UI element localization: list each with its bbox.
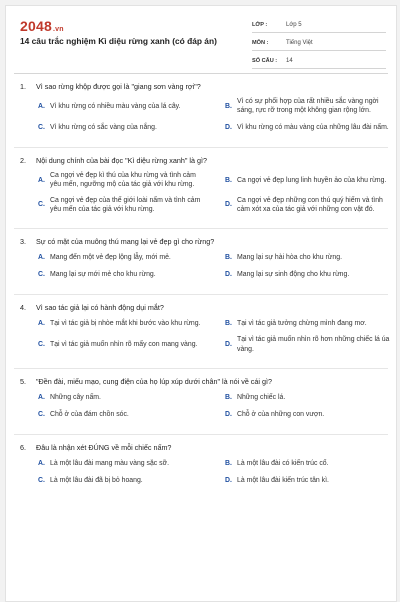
question-6 bbox=[6, 443, 396, 500]
answer-option-d[interactable] bbox=[225, 122, 397, 133]
option-text: Tại vì tác giả muốn nhìn rõ mấy con mang vàng. bbox=[50, 341, 198, 349]
option-letter: D. bbox=[225, 341, 232, 349]
option-letter: A. bbox=[38, 254, 45, 262]
option-text: Ca ngợi vẻ đẹp những con thú quý hiếm và tình cảm xót xa của tác giả với những con vật đó. bbox=[237, 196, 383, 214]
answer-option-a[interactable] bbox=[38, 458, 213, 469]
answer-option-b[interactable] bbox=[225, 318, 397, 329]
question-spacer bbox=[6, 295, 396, 303]
option-letter: C. bbox=[38, 341, 45, 349]
answer-option-c[interactable] bbox=[38, 196, 213, 215]
option-letter: A. bbox=[38, 320, 45, 328]
site-logo[interactable] bbox=[20, 18, 64, 34]
question-3 bbox=[6, 237, 396, 303]
answer-option-a[interactable] bbox=[38, 318, 213, 329]
question-list bbox=[6, 82, 396, 500]
answer-options bbox=[6, 252, 396, 286]
question-number: 4. bbox=[20, 303, 26, 313]
option-text: Những chiếc lá. bbox=[237, 394, 286, 402]
question-head bbox=[6, 156, 396, 166]
question-text: Sự có mặt của muông thú mang lại vẻ đẹp gì cho rừng? bbox=[36, 237, 215, 247]
option-text: Vì khu rừng có sắc vàng của nắng. bbox=[50, 123, 157, 131]
meta-label: LỚP : bbox=[252, 22, 268, 28]
meta-value: 14 bbox=[286, 58, 293, 64]
option-text: Là một lâu đài có kiến trúc cổ. bbox=[237, 460, 329, 468]
answer-options bbox=[6, 318, 396, 360]
answer-option-a[interactable] bbox=[38, 97, 213, 116]
answer-option-c[interactable] bbox=[38, 269, 213, 280]
option-text: Tại vì tác giả bị nhòe mắt khi bước vào khu rừng. bbox=[50, 320, 201, 328]
option-letter: C. bbox=[38, 477, 45, 485]
meta-value: Tiếng Việt bbox=[286, 40, 313, 46]
option-text: Là một lâu đài đã bị bỏ hoang. bbox=[50, 477, 143, 485]
question-head bbox=[6, 237, 396, 247]
option-text: Ca ngợi vẻ đẹp kì thú của khu rừng và tình cảm yêu mến, ngưỡng mộ của tác giả với khu rừng. bbox=[50, 171, 196, 189]
option-letter: A. bbox=[38, 394, 45, 402]
answer-option-a[interactable] bbox=[38, 252, 213, 263]
answer-option-b[interactable] bbox=[225, 458, 397, 469]
answer-options bbox=[6, 171, 396, 221]
question-text: Đâu là nhận xét ĐÚNG về mỗi chiếc nấm? bbox=[36, 443, 172, 453]
answer-options bbox=[6, 458, 396, 492]
option-letter: B. bbox=[225, 320, 232, 328]
option-letter: B. bbox=[225, 460, 232, 468]
question-number: 6. bbox=[20, 443, 26, 453]
option-text: Chỗ ở của đám chồn sóc. bbox=[50, 411, 129, 419]
option-text: Vì có sự phối hợp của rất nhiều sắc vàng ngời sáng, rực rỡ trong một không gian rộng lớn. bbox=[237, 98, 379, 115]
meta-panel bbox=[252, 18, 386, 72]
answer-option-b[interactable] bbox=[225, 252, 397, 263]
worksheet-page bbox=[5, 5, 397, 602]
option-text: Mang lại sự mới mẻ cho khu rừng. bbox=[50, 271, 156, 279]
answer-option-a[interactable] bbox=[38, 392, 213, 403]
question-text: Vì sao tác giả lại có hành động dụi mắt? bbox=[36, 303, 164, 313]
question-spacer bbox=[6, 148, 396, 156]
option-letter: D. bbox=[225, 123, 232, 131]
option-text: Những cây nấm. bbox=[50, 394, 101, 402]
option-letter: A. bbox=[38, 102, 45, 110]
question-1 bbox=[6, 82, 396, 156]
logo-tld: .vn bbox=[52, 26, 64, 33]
answer-option-d[interactable] bbox=[225, 196, 397, 215]
question-number: 2. bbox=[20, 155, 26, 165]
option-text: Vì khu rừng có nhiều màu vàng của lá cây. bbox=[50, 102, 181, 110]
answer-option-d[interactable] bbox=[225, 269, 397, 280]
meta-row-count bbox=[252, 54, 386, 69]
option-text: Là một lâu đài mang màu vàng sặc sỡ. bbox=[50, 460, 170, 468]
answer-option-b[interactable] bbox=[225, 97, 397, 116]
question-spacer bbox=[6, 492, 396, 500]
option-text: Ca ngợi vẻ đẹp lung linh huyền ảo của khu rừng. bbox=[237, 176, 387, 184]
question-5 bbox=[6, 377, 396, 443]
answer-option-d[interactable] bbox=[225, 335, 397, 354]
option-letter: D. bbox=[225, 411, 232, 419]
option-letter: A. bbox=[38, 176, 45, 184]
answer-option-d[interactable] bbox=[225, 409, 397, 420]
option-letter: B. bbox=[225, 176, 232, 184]
page-header bbox=[6, 6, 396, 76]
header-divider bbox=[14, 73, 388, 74]
answer-option-c[interactable] bbox=[38, 335, 213, 354]
option-text: Chỗ ở của những con vượn. bbox=[237, 411, 325, 419]
answer-option-b[interactable] bbox=[225, 392, 397, 403]
option-text: Mang lại sự hài hòa cho khu rừng. bbox=[237, 254, 342, 262]
answer-option-b[interactable] bbox=[225, 171, 397, 190]
option-letter: B. bbox=[225, 254, 232, 262]
answer-options bbox=[6, 97, 396, 139]
option-letter: C. bbox=[38, 123, 45, 131]
answer-option-c[interactable] bbox=[38, 475, 213, 486]
option-letter: B. bbox=[225, 102, 232, 110]
question-number: 1. bbox=[20, 82, 26, 91]
meta-label: MÔN : bbox=[252, 40, 269, 46]
question-head bbox=[6, 303, 396, 313]
option-text: Mang đến một vẻ đẹp lộng lẫy, mới mẻ. bbox=[50, 254, 171, 262]
option-letter: C. bbox=[38, 411, 45, 419]
question-number: 3. bbox=[20, 237, 26, 247]
option-text: Tại vì tác giả muốn nhìn rõ hơn những chiếc lá úa vàng. bbox=[237, 336, 390, 353]
option-text: Là một lâu đài kiến trúc tân kì. bbox=[237, 477, 329, 485]
answer-option-c[interactable] bbox=[38, 409, 213, 420]
option-letter: D. bbox=[225, 477, 232, 485]
option-letter: C. bbox=[38, 201, 45, 209]
option-letter: D. bbox=[225, 201, 232, 209]
question-head bbox=[6, 82, 396, 92]
meta-row-subject bbox=[252, 36, 386, 51]
meta-label: SỐ CÂU : bbox=[252, 58, 278, 64]
question-spacer bbox=[6, 229, 396, 237]
option-letter: A. bbox=[38, 460, 45, 468]
meta-value: Lớp 5 bbox=[286, 22, 302, 28]
question-head bbox=[6, 443, 396, 453]
option-letter: C. bbox=[38, 271, 45, 279]
question-text: "Đền đài, miếu mạo, cung điện của họ lúp xúp dưới chân" là nói về cái gì? bbox=[36, 377, 272, 387]
question-text: Vì sao rừng khộp được gọi là "giang sơn vàng rợi"? bbox=[36, 82, 201, 91]
question-spacer bbox=[6, 435, 396, 443]
question-2 bbox=[6, 156, 396, 238]
document-title: 14 câu trắc nghiệm Kì diệu rừng xanh (có đáp án) bbox=[20, 36, 217, 46]
question-text: Nội dung chính của bài đọc "Kì diệu rừng xanh" là gì? bbox=[36, 155, 207, 165]
answer-option-d[interactable] bbox=[225, 475, 397, 486]
option-text: Ca ngợi vẻ đẹp của thế giới loài nấm và tình cảm yêu mến của tác giả với khu rừng. bbox=[50, 196, 201, 214]
logo-text: 2048 bbox=[20, 18, 52, 34]
answer-option-c[interactable] bbox=[38, 122, 213, 133]
option-text: Vì khu rừng có màu vàng của những lâu đài nấm. bbox=[237, 123, 389, 131]
answer-options bbox=[6, 392, 396, 426]
option-letter: D. bbox=[225, 271, 232, 279]
question-spacer bbox=[6, 369, 396, 377]
meta-row-grade bbox=[252, 18, 386, 33]
option-letter: B. bbox=[225, 394, 232, 402]
question-number: 5. bbox=[20, 377, 26, 387]
question-head bbox=[6, 377, 396, 387]
option-text: Mang lại sự sinh động cho khu rừng. bbox=[237, 271, 350, 279]
answer-option-a[interactable] bbox=[38, 171, 213, 190]
option-text: Tại vì tác giả tưởng chừng mình đang mơ. bbox=[237, 320, 367, 328]
question-4 bbox=[6, 303, 396, 377]
